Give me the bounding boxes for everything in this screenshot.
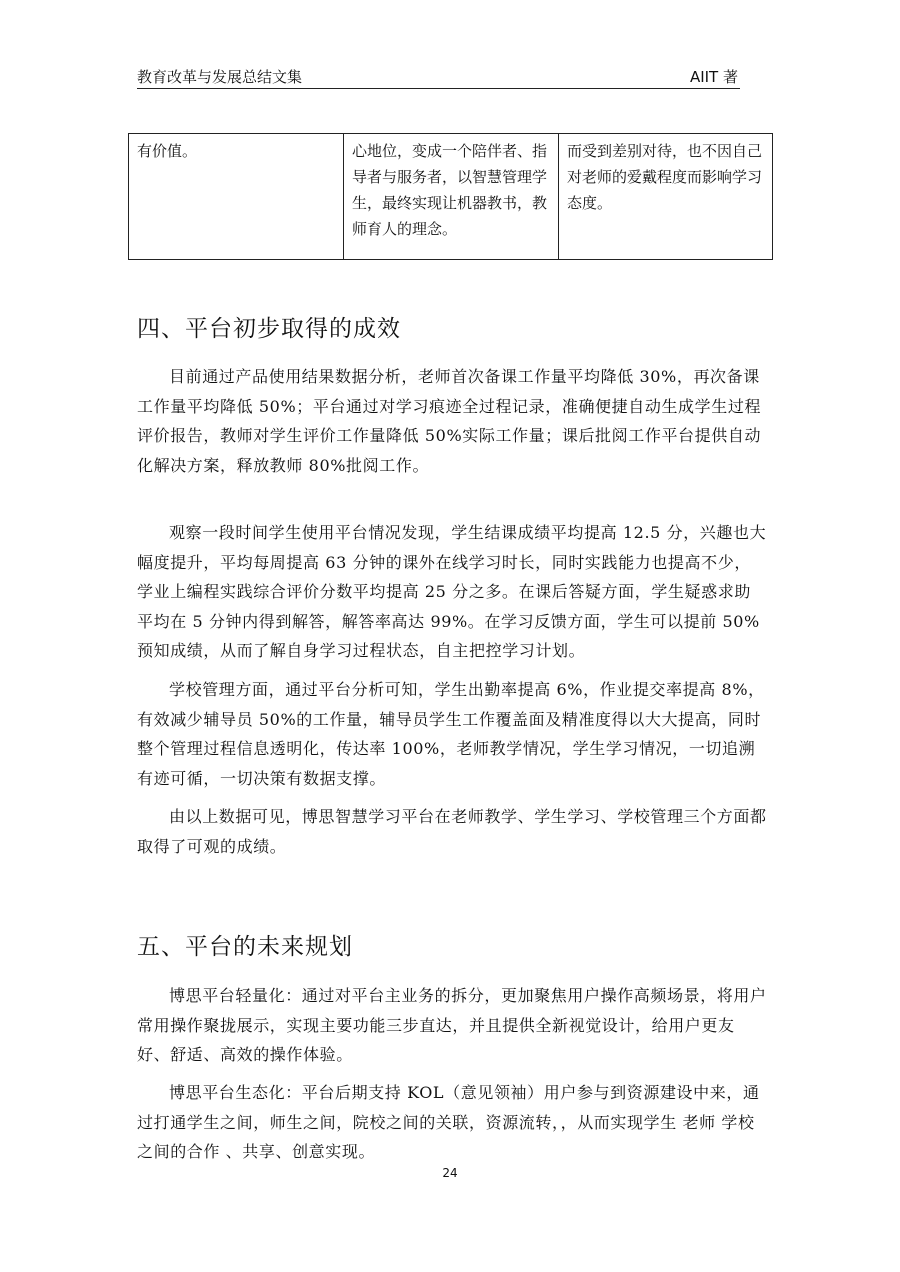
section-4-paragraph: 由以上数据可见，博思智慧学习平台在老师教学、学生学习、学校管理三个方面都取得了可观的成绩。: [137, 807, 767, 856]
header-author: AIIT 著: [689, 68, 738, 86]
table-row: [129, 134, 773, 260]
continued-table: [128, 133, 773, 260]
page-number: 24: [442, 1166, 458, 1180]
table-cell: 心地位，变成一个陪伴者、指导者与服务者，以智慧管理学生，最终实现让机器教书，教师育人的理念。: [344, 134, 559, 260]
section-4-paragraph: 观察一段时间学生使用平台情况发现，学生结课成绩平均提高 12.5 分，兴趣也大幅度提升，平均每周提高 63 分钟的课外在线学习时长，同时实践能力也提高不少，学业上编程实践综合评价分数平均提高 25 分之多。在课后答疑方面，学生疑惑求助平均在 5 分钟内得到解答，解答率高达 99%。在学习反馈方面，学生可以提前 50%预知成绩，从而了解自身学习过程状态，自主把控学习计划。: [137, 523, 767, 660]
section-5-paragraph: 博思平台轻量化：通过对平台主业务的拆分，更加聚焦用户操作高频场景，将用户常用操作聚拢展示，实现主要功能三步直达，并且提供全新视觉设计，给用户更友好、舒适、高效的操作体验。: [137, 986, 767, 1064]
section-4-paragraph: 学校管理方面，通过平台分析可知，学生出勤率提高 6%，作业提交率提高 8%，有效减少辅导员 50%的工作量，辅导员学生工作覆盖面及精准度得以大大提高，同时整个管理过程信息透明化，传达率 100%，老师教学情况，学生学习情况，一切追溯有迹可循，一切决策有数据支撑。: [137, 680, 765, 788]
section-5-paragraph: 博思平台生态化：平台后期支持 KOL（意见领袖）用户参与到资源建设中来，通过打通学生之间，师生之间，院校之间的关联，资源流转，，从而实现学生 老师 学校之间的合作 、共享、创意实现。: [137, 1083, 760, 1161]
section-4-heading: 四、平台初步取得的成效: [137, 316, 401, 342]
section-4-paragraph: 目前通过产品使用结果数据分析，老师首次备课工作量平均降低 30%，再次备课工作量平均降低 50%；平台通过对学习痕迹全过程记录，准确便捷自动生成学生过程评价报告，教师对学生评价工作量降低 50%实际工作量；课后批阅工作平台提供自动化解决方案，释放教师 80%批阅工作。: [137, 367, 762, 475]
section-5-heading: 五、平台的未来规划: [137, 934, 353, 960]
page-header: [137, 66, 740, 89]
table-cell: 而受到差别对待，也不因自己对老师的爱戴程度而影响学习态度。: [559, 134, 773, 260]
header-title: 教育改革与发展总结文集: [137, 68, 303, 86]
table-cell: 有价值。: [129, 134, 344, 260]
